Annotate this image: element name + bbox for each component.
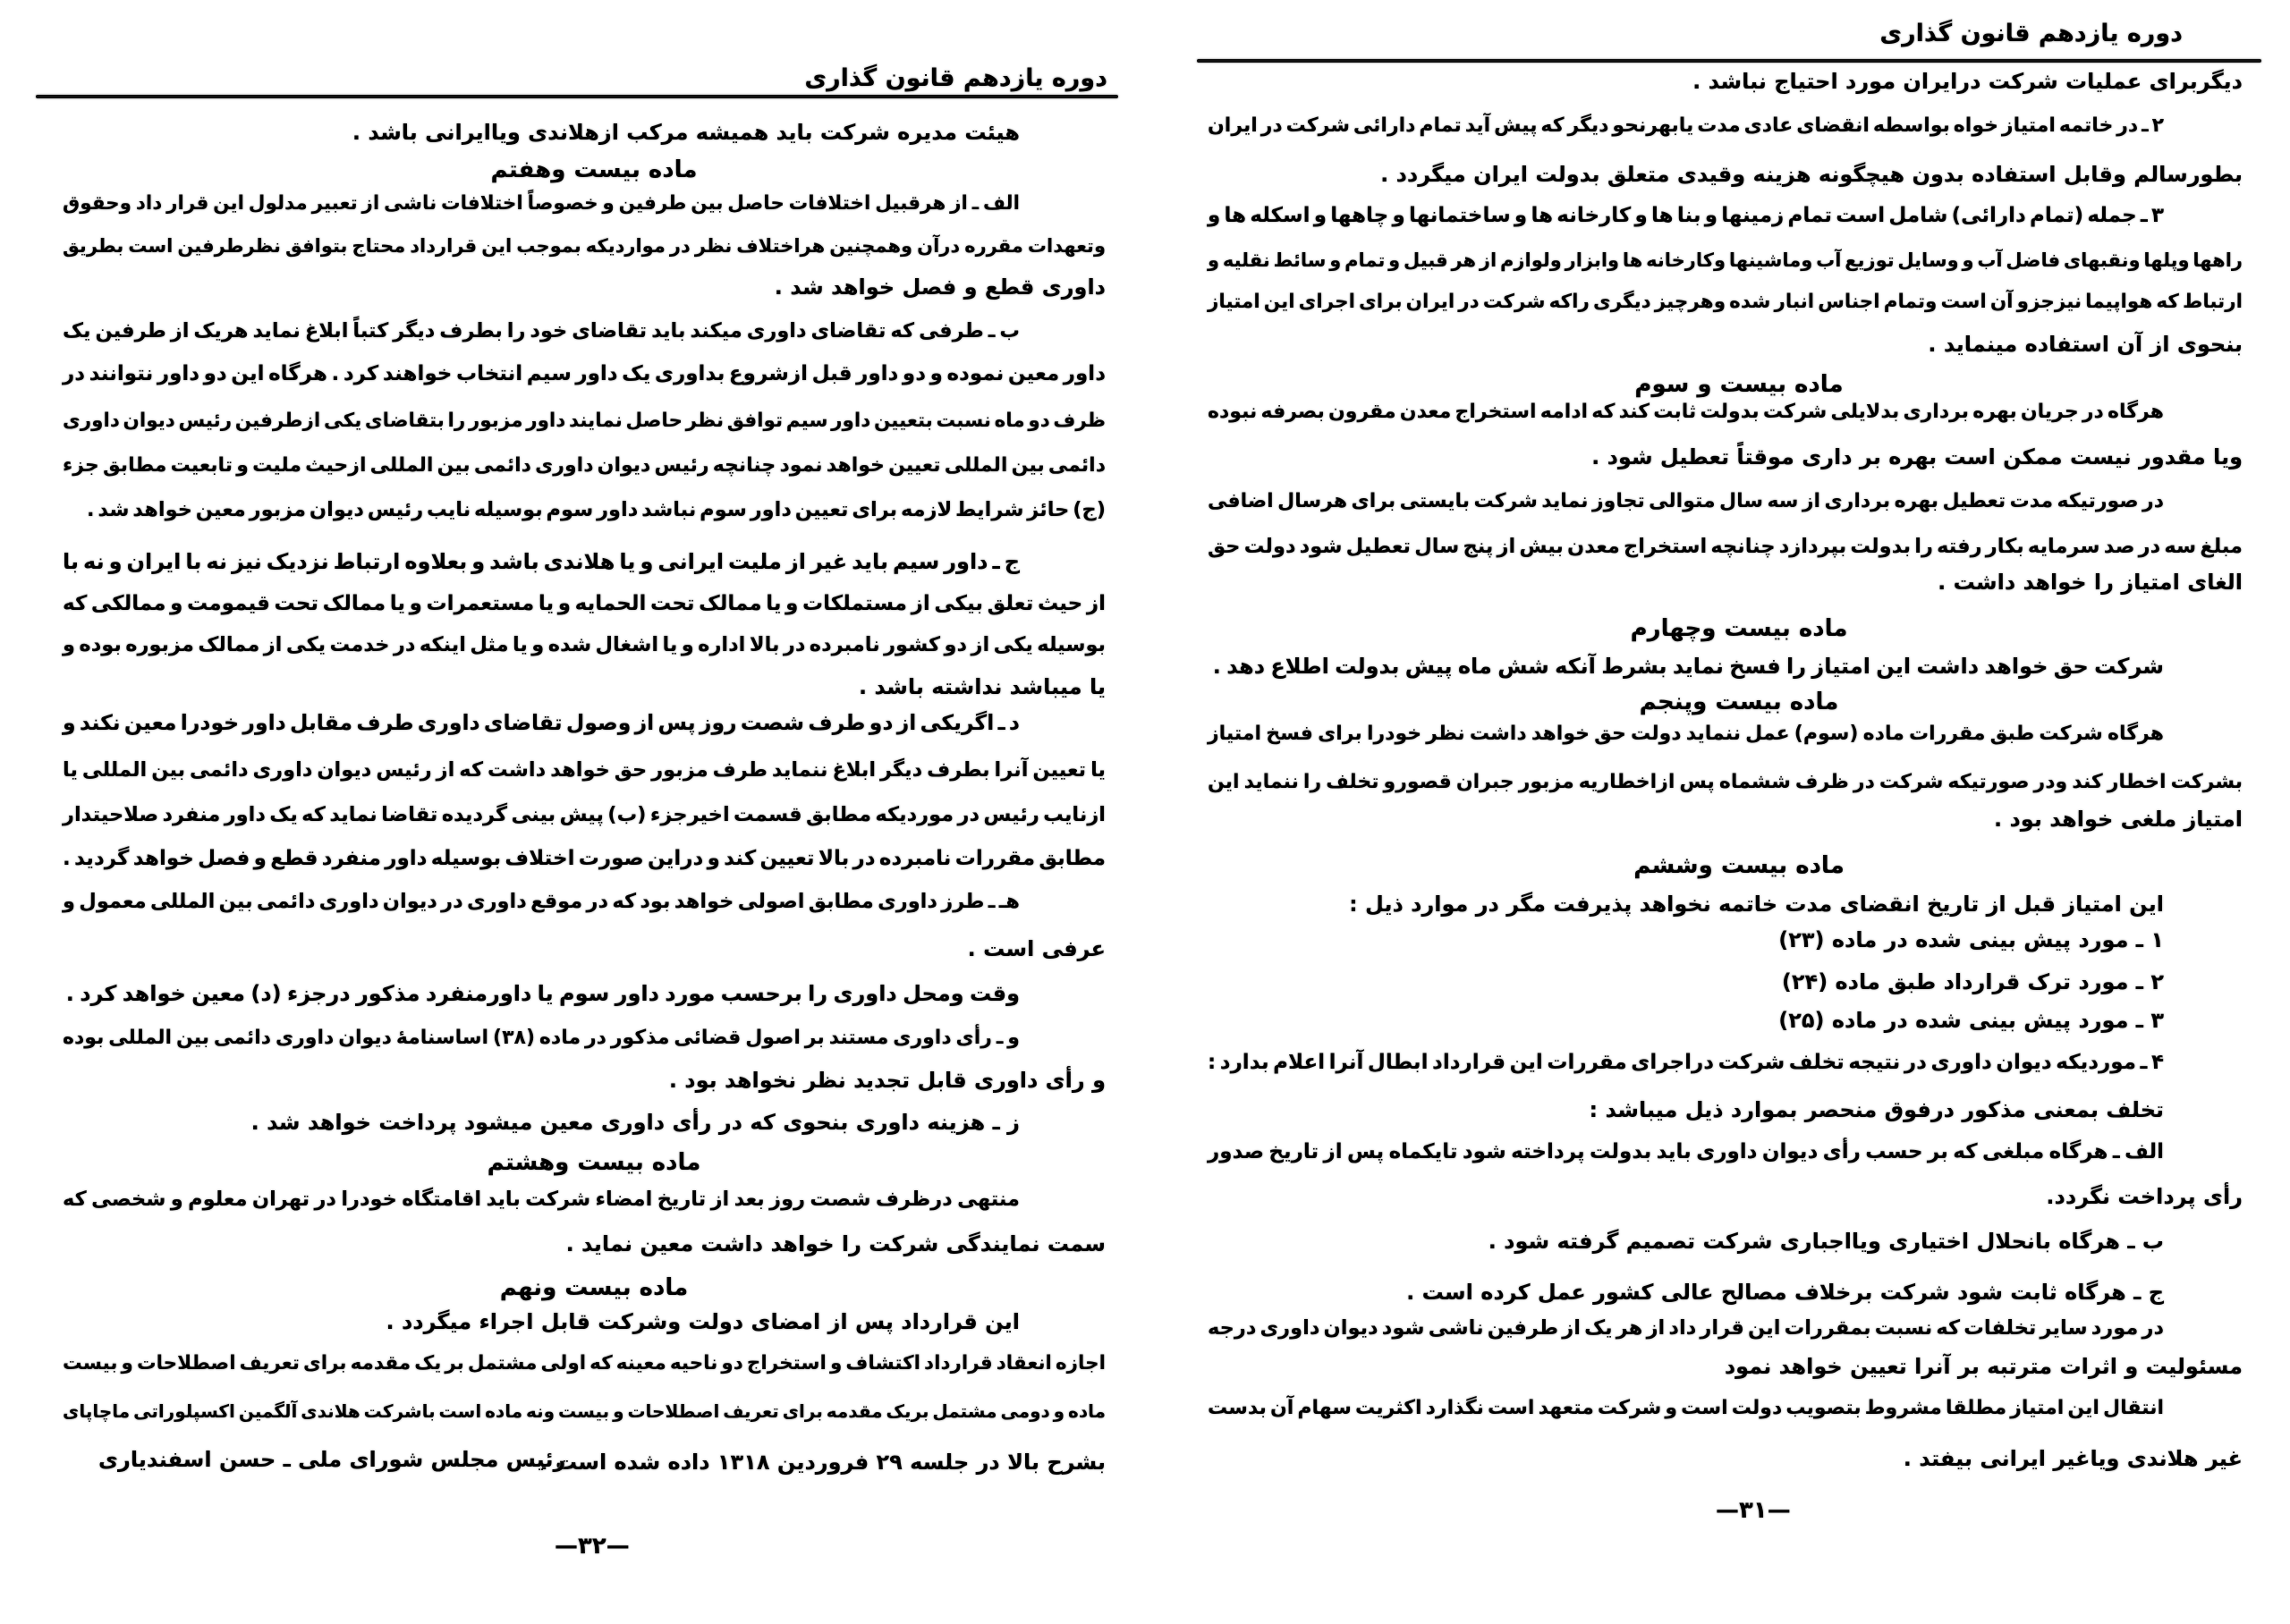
text-line: ب ـ طرفی که تقاضای داوری میکند باید تقاضای خود را بطرف دیگر کتباً ابلاغ نماید هریک از طرفین یک [63, 319, 1020, 343]
text-line: و ـ رأی داوری مستند بر اصول قضائی مذکور در ماده (۳۸) اساسنامهٔ دیوان داوری دائمی بین المللی بوده [63, 1027, 1020, 1049]
page-31 [1154, 0, 2290, 1624]
text-line: ب ـ هرگاه بانحلال اختیاری ویااجباری شرکت تصمیم گرفته شود . [1488, 1229, 2164, 1254]
article-heading: ماده بیست ونهم [499, 1274, 689, 1301]
text-line: الف ـ هرگاه مبلغی که بر حسب رأی دیوان داوری باید بدولت پرداخته شود تایکماه پس از تاریخ صدور [1208, 1140, 2164, 1163]
text-line: در صورتیکه مدت تعطیل بهره برداری از سه سال متوالی تجاوز نماید شرکت بایستی برای هرسال اضافی [1208, 490, 2164, 512]
text-line: ۲ ـ مورد ترک قرارداد طبق ماده (۲۴) [1781, 969, 2164, 994]
text-line: مبلغ سه در صد سرمایه بکار رفته را بدولت بپردازد چنانچه استخراج معدن بیش از پنج سال تعطیل شود دولت حق [1208, 535, 2243, 558]
text-line: از حیث تعلق بیکی از مستملکات و یا ممالک تحت الحمایه و یا مستعمرات و یا ممالک تحت قیمومت و ممالکی که [63, 592, 1106, 615]
text-line: ماده و دومی مشتمل بریک مقدمه برای تعریف اصطلاحات و بیست ونه ماده است باشرکت هلاندی آلگمین اکسپلوراتی ماچاپای [63, 1400, 1106, 1422]
text-line: وتعهدات مقرره درآن وهمچنین هراختلاف نظر در مواردیکه بموجب این قرارداد محتاج بتوافق نظرطرفین است بطریق [63, 235, 1106, 257]
text-line: بشرکت اخطار کند ودر صورتیکه شرکت در ظرف ششماه پس ازاخطاریه مزبور جبران قصورو تخلف را ننماید این [1208, 771, 2243, 793]
text-line: الف ـ از هرقبیل اختلافات حاصل بین طرفین و خصوصاً اختلافات ناشی از تعبیر مدلول این قرار داد وحقوق [63, 192, 1020, 215]
text-line: هرگاه شرکت طبق مقررات ماده (سوم) عمل ننماید دولت حق خواهد داشت نظر خودرا برای فسخ امتیاز [1208, 723, 2164, 745]
text-line: د ـ اگریکی از دو طرف شصت روز پس از وصول تقاضای داوری طرف مقابل داور خودرا معین نکند و [63, 710, 1020, 735]
article-heading: ماده بیست وششم [1633, 852, 1845, 879]
text-line: ج ـ هرگاه ثابت شود شرکت برخلاف مصالح عالی کشور عمل کرده است . [1406, 1280, 2164, 1305]
running-header: دوره یازدهم قانون گذاری [804, 64, 1107, 92]
running-header: دوره یازدهم قانون گذاری [1879, 20, 2183, 47]
text-line: یا میباشد نداشته باشد . [858, 674, 1106, 699]
text-line: مسئولیت و اثرات مترتبه بر آنرا تعیین خواهد نمود [1724, 1354, 2243, 1379]
article-heading: ماده بیست وهفتم [490, 156, 698, 183]
text-line: بشرح بالا در جلسه ۲۹ فروردین ۱۳۱۸ داده شده است . [539, 1450, 1106, 1475]
text-line: رأی پرداخت نگردد. [2046, 1184, 2243, 1209]
text-line: وقت ومحل داوری را برحسب مورد داور سوم یا داورمنفرد مذکور درجزء (د) معین خواهد کرد . [65, 981, 1020, 1006]
text-line: انتقال این امتیاز مطلقا مشروط بتصویب دولت است و شرکت متعهد است نگذارد اکثریت سهام آن بدست [1208, 1397, 2164, 1419]
text-line: راهها وپلها ونقبهای فاضل آب و وسایل توزیع آب وماشینها وکارخانه ها وابزار ولوازم از هر قبیل و تمام و سائط نقلیه و [1208, 250, 2243, 271]
text-line: امتیاز ملغی خواهد بود . [1994, 807, 2243, 832]
text-line: هرگاه در جریان بهره برداری بدلایلی شرکت بدولت ثابت کند که ادامه استخراج معدن مقرون بصرفه نبوده [1208, 401, 2164, 423]
text-line: ۳ ـ جمله (تمام دارائی) شامل است تمام زمینها و بنا ها و کارخانه ها و ساختمانها و چاهها و اسکله ها و [1208, 204, 2164, 227]
text-line: الغای امتیاز را خواهد داشت . [1938, 570, 2243, 595]
signature-line: رئیس مجلس شورای ملی ـ حسن اسفندیاری [98, 1447, 566, 1472]
text-line: بطورسالم وقابل استفاده بدون هیچگونه هزینه وقیدی متعلق بدولت ایران میگردد . [1380, 162, 2243, 187]
text-line: ظرف دو ماه نسبت بتعیین داور سیم توافق نظر حاصل نمایند داور مزبور را بتقاضای یکی ازطرفین رئیس دیوان داوری [63, 410, 1106, 432]
article-heading: ماده بیست وپنجم [1639, 689, 1839, 715]
text-line: عرفی است . [967, 936, 1106, 961]
text-line: ارتباط که هواپیما نیزجزو آن است وتمام اجناس انبار شده وهرچیز دیگری راکه شرکت در ایران برای اجرای این امتیاز [1208, 291, 2243, 313]
article-heading: ماده بیست وهشتم [487, 1149, 701, 1176]
text-line: ۳ ـ مورد پیش بینی شده در ماده (۲۵) [1778, 1008, 2164, 1033]
text-line: غیر هلاندی ویاغیر ایرانی بیفتد . [1903, 1446, 2243, 1471]
text-line: ز ـ هزینه داوری بنحوی که در رأی داوری معین میشود پرداخت خواهد شد . [250, 1110, 1020, 1135]
text-line: سمت نمایندگی شرکت را خواهد داشت معین نماید . [565, 1231, 1106, 1256]
text-line: هیئت مدیره شرکت باید همیشه مرکب ازهلاندی ویاایرانی باشد . [352, 120, 1020, 145]
text-line: ازنایب رئیس در موردیکه مطابق قسمت اخیرجزء (ب) پیش بینی گردیده تقاضا نماید که یک داور منفرد صلاحیتدار [63, 803, 1106, 826]
text-line: دیگربرای عملیات شرکت درایران مورد احتیاج نباشد . [1692, 69, 2243, 94]
text-line: اجازه انعقاد قرارداد اکتشاف و استخراج دو ناحیه معینه که اولی مشتمل بر یک مقدمه برای تعریف اصطلاحات و بیست [63, 1352, 1106, 1374]
text-line: بنحوی از آن استفاده مینماید . [1928, 332, 2243, 357]
text-line: مطابق مقررات نامبرده در بالا تعیین کند و دراین صورت اختلاف بوسیله داور منفرد قطع و فصل خواهد گردید . [63, 847, 1106, 870]
article-heading: ماده بیست وچهارم [1630, 615, 1848, 642]
text-line: شرکت حق خواهد داشت این امتیاز را فسخ نماید بشرط آنکه شش ماه پیش بدولت اطلاع دهد . [1212, 654, 2164, 679]
text-line: این امتیاز قبل از تاریخ انقضای مدت خاتمه نخواهد پذیرفت مگر در موارد ذیل : [1349, 892, 2164, 917]
text-line: ۴ ـ موردیکه دیوان داوری در نتیجه تخلف شرکت دراجرای مقررات این قرارداد ابطال آنرا اعلام بدارد : [1208, 1051, 2164, 1074]
header-rule [36, 95, 1118, 98]
text-line: این قرارداد پس از امضای دولت وشرکت قابل اجراء میگردد . [386, 1309, 1020, 1334]
text-line: ج ـ داور سیم باید غیر از ملیت ایرانی و یا هلاندی باشد و بعلاوه ارتباط نزدیک نیز نه با ایران و نه با [63, 549, 1020, 574]
text-line: بوسیله یکی از دو کشور نامبرده در بالا اداره و یا اشغال شده و یا مثل اینکه در خدمت یکی از ممالک مزبوره بوده و [63, 633, 1106, 656]
text-line: (ج) حائز شرایط لازمه برای تعیین داور سوم نباشد داور سوم بوسیله نایب رئیس دیوان مزبور معین خواهد شد . [86, 498, 1106, 521]
text-line: داوری قطع و فصل خواهد شد . [774, 275, 1106, 300]
text-line: منتهی درظرف شصت روز بعد از تاریخ امضاء شرکت باید اقامتگاه خودرا در تهران معلوم و شخصی که [63, 1188, 1020, 1211]
text-line: داور معین نموده و دو داور قبل ازشروع بداوری یک داور سیم انتخاب خواهند کرد . هرگاه این دو داور نتوانند در [63, 362, 1106, 385]
text-line: ویا مقدور نیست ممکن است بهره بر داری موقتاً تعطیل شود . [1591, 444, 2243, 469]
text-line: ۲ ـ در خاتمه امتیاز خواه بواسطه انقضای عادی مدت یابهرنحو دیگر که پیش آید تمام دارائی شرکت در ایران [1208, 114, 2164, 137]
text-line: یا تعیین آنرا بطرف دیگر ابلاغ ننماید طرف مزبور حق خواهد داشت که از رئیس دیوان داوری دائمی بین المللی یا [63, 758, 1106, 782]
article-heading: ماده بیست و سوم [1634, 371, 1844, 398]
text-line: در مورد سایر تخلفات که نسبت بمقررات این قرار داد از هر یک از طرفین ناشی شود دیوان داوری درجه [1208, 1316, 2164, 1340]
page-number: —۳۲— [555, 1533, 630, 1560]
text-line: هـ ـ طرز داوری مطابق اصولی خواهد بود که در موقع داوری در دیوان داوری دائمی بین المللی معمول و [63, 890, 1020, 913]
text-line: دائمی بین المللی تعیین خواهد نمود چنانچه رئیس دیوان داوری دائمی بین المللی ازحیث ملیت و تابعیت مطابق جزء [63, 454, 1106, 477]
text-line: و رأی داوری قابل تجدید نظر نخواهد بود . [668, 1068, 1106, 1093]
page-number: —۳۱— [1716, 1497, 1791, 1524]
text-line: ۱ ـ مورد پیش بینی شده در ماده (۲۳) [1778, 927, 2164, 952]
text-line: تخلف بمعنی مذکور درفوق منحصر بموارد ذیل میباشد : [1589, 1097, 2164, 1122]
